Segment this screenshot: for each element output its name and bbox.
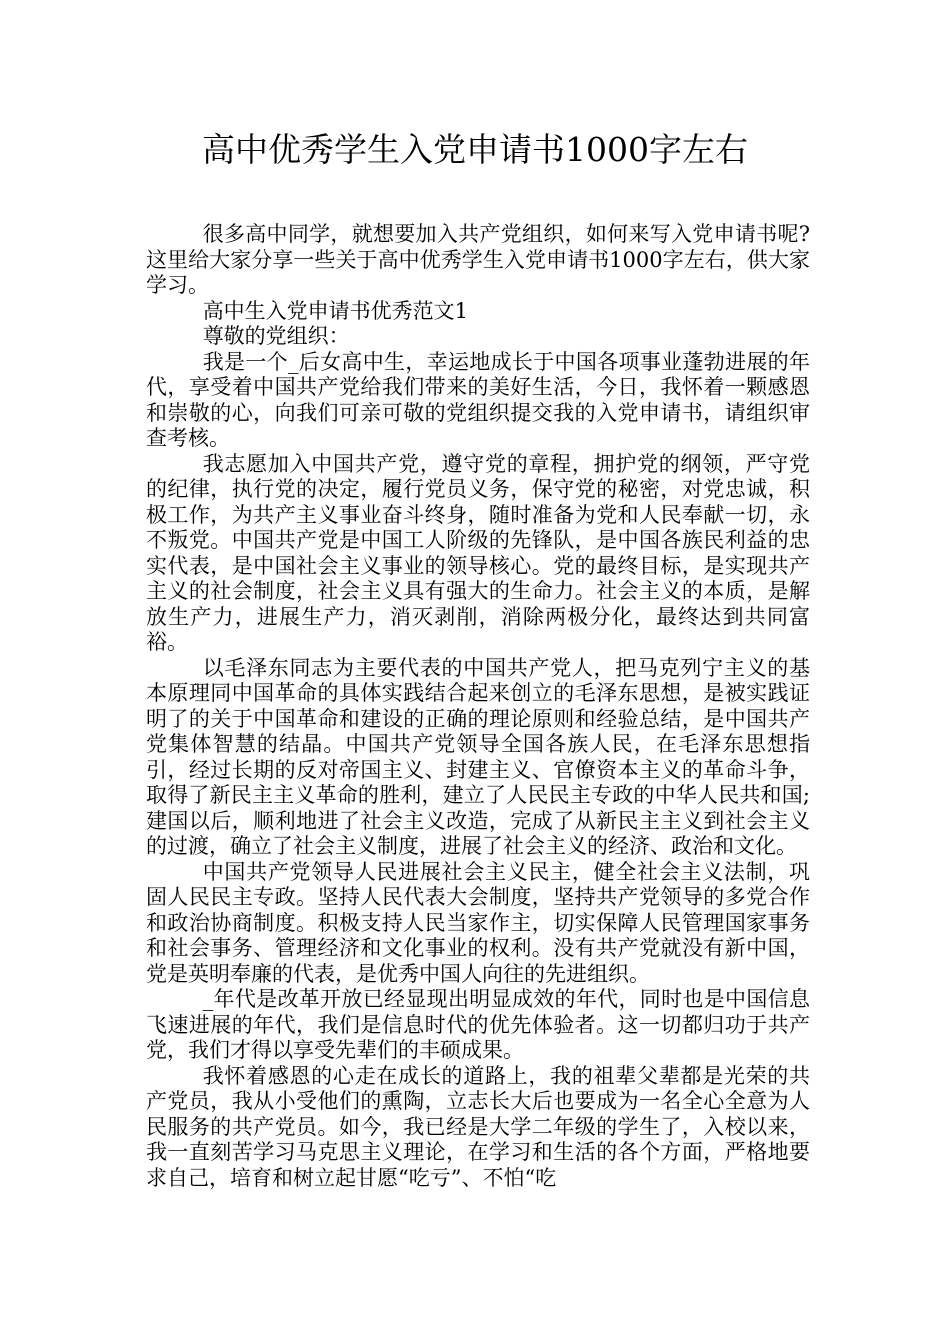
document-title: 高中优秀学生入党申请书1000字左右 <box>202 130 748 169</box>
sample-heading: 高中生入党申请书优秀范文1 <box>202 298 469 323</box>
salutation: 尊敬的党组织： <box>202 324 350 348</box>
intro-paragraph: 很多高中同学，就想要加入共产党组织，如何来写入党申请书呢?这里给大家分享一些关于高中优秀学生入党申请书1000字左右，供大家学习。 <box>146 222 810 297</box>
document-body <box>146 222 810 1191</box>
body-paragraph: 我志愿加入中国共产党，遵守党的章程，拥护党的纲领，严守党的纪律，执行党的决定，履行党员义务，保守党的秘密，对党忠诚，积极工作，为共产主义事业奋斗终身，随时准备为党和人民奉献一切，永不叛党。中国共产党是中国工人阶级的先锋队，是中国各族民利益的忠实代表，是中国社会主义事业的领导核心。党的最终目标，是实现共产主义的社会制度，社会主义具有强大的生命力。社会主义的本质，是解放生产力，进展生产力，消灭剥削，消除两极分化，最终达到共同富裕。 <box>146 451 810 654</box>
body-paragraph: 我是一个_后女高中生，幸运地成长于中国各项事业蓬勃进展的年代，享受着中国共产党给我们带来的美好生活，今日，我怀着一颗感恩和崇敬的心，向我们可亲可敬的党组织提交我的入党申请书，请组织审查考核。 <box>146 349 810 450</box>
body-paragraph: _年代是改革开放已经显现出明显成效的年代，同时也是中国信息飞速进展的年代，我们是信息时代的优先体验者。这一切都归功于共产党，我们才得以享受先辈们的丰硕成果。 <box>146 987 810 1062</box>
body-paragraph: 中国共产党领导人民进展社会主义民主，健全社会主义法制，巩固人民民主专政。坚持人民代表大会制度，坚持共产党领导的多党合作和政治协商制度。积极支持人民当家作主，切实保障人民管理国家事务和社会事务、管理经济和文化事业的权利。没有共产党就没有新中国，党是英明奉廉的代表，是优秀中国人向往的先进组织。 <box>146 859 810 986</box>
body-paragraph: 以毛泽东同志为主要代表的中国共产党人，把马克列宁主义的基本原理同中国革命的具体实践结合起来创立的毛泽东思想，是被实践证明了的关于中国革命和建设的正确的理论原则和经验总结，是中国共产党集体智慧的结晶。中国共产党领导全国各族人民，在毛泽东思想指引，经过长期的反对帝国主义、封建主义、官僚资本主义的革命斗争，取得了新民主主义革命的胜利，建立了人民民主专政的中华人民共和国;建国以后，顺利地进了社会主义改造，完成了从新民主主义到社会主义的过渡，确立了社会主义制度，进展了社会主义的经济、政治和文化。 <box>146 655 810 858</box>
body-paragraph: 我怀着感恩的心走在成长的道路上，我的祖辈父辈都是光荣的共产党员，我从小受他们的熏陶，立志长大后也要成为一名全心全意为人民服务的共产党员。如今，我已经是大学二年级的学生了，入校以来，我一直刻苦学习马克思主义理论，在学习和生活的各个方面，严格地要求自己，培育和树立起甘愿“吃亏”、不怕“吃 <box>146 1063 810 1190</box>
